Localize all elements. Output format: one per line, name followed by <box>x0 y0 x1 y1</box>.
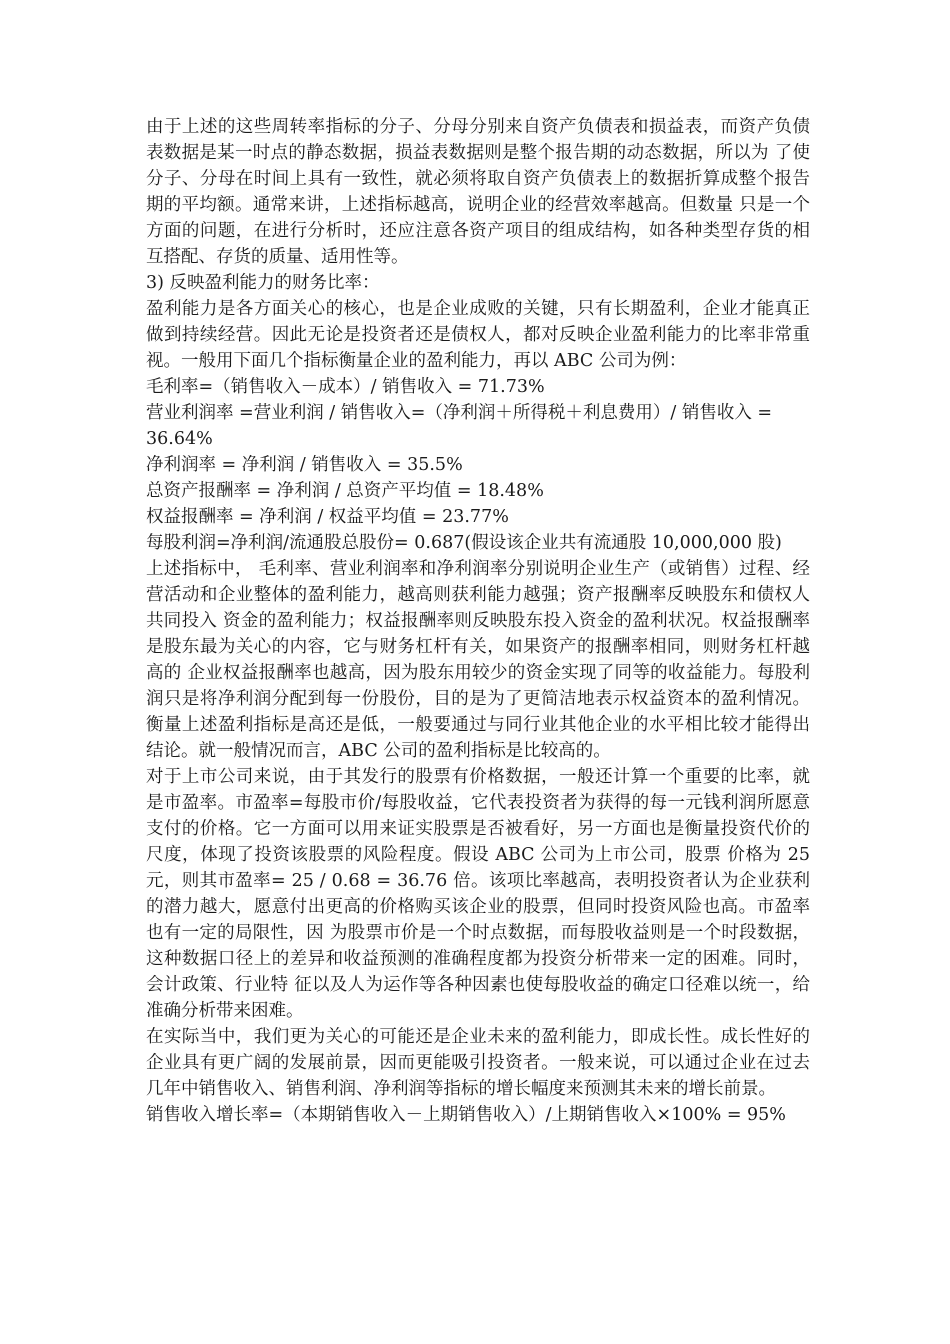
formula-earnings-per-share: 每股利润=净利润/流通股总股份= 0.687(假设该企业共有流通股 10,000,000 股) <box>146 533 782 553</box>
document-body <box>146 114 810 1128</box>
paragraph-profitability-intro: 盈利能力是各方面关心的核心，也是企业成败的关键，只有长期盈利，企业才能真正做到持续经营。因此无论是投资者还是债权人，都对反映企业盈利能力的比率非常重视。一般用下面几个指标衡量企业的盈利能力，再以 ABC 公司为例： <box>146 299 810 371</box>
paragraph-growth: 在实际当中，我们更为关心的可能还是企业未来的盈利能力，即成长性。成长性好的企业具有更广阔的发展前景，因而更能吸引投资者。一般来说，可以通过企业在过去几年中销售收入、销售利润、净利润等指标的增长幅度来预测其未来的增长前景。 <box>146 1027 810 1099</box>
formula-net-margin: 净利润率 = 净利润 / 销售收入 = 35.5% <box>146 455 463 475</box>
formula-sales-growth: 销售收入增长率=（本期销售收入－上期销售收入）/上期销售收入×100% = 95% <box>146 1105 786 1125</box>
formula-return-on-assets: 总资产报酬率 = 净利润 / 总资产平均值 = 18.48% <box>146 481 544 501</box>
formula-operating-margin: 营业利润率 =营业利润 / 销售收入=（净利润＋所得税＋利息费用）/ 销售收入 = 36.64% <box>146 403 773 449</box>
section-heading-profitability: 3) 反映盈利能力的财务比率： <box>146 273 380 293</box>
paragraph-turnover-ratios: 由于上述的这些周转率指标的分子、分母分别来自资产负债表和损益表，而资产负债表数据是某一时点的静态数据，损益表数据则是整个报告期的动态数据，所以为 了使分子、分母在时间上具有一致性，就必须将取自资产负债表上的数据折算成整个报告期的平均额。通常来讲，上述指标越高，说明企业的经营效率越高。但数量 只是一个方面的问题，在进行分析时，还应注意各资产项目的组成结构，如各种类型存货的相互搭配、存货的质量、适用性等。 <box>146 117 810 267</box>
formula-gross-margin: 毛利率=（销售收入－成本）/ 销售收入 = 71.73% <box>146 377 545 397</box>
formula-return-on-equity: 权益报酬率 = 净利润 / 权益平均值 = 23.77% <box>146 507 509 527</box>
paragraph-indicator-explanation: 上述指标中， 毛利率、营业利润率和净利润率分别说明企业生产（或销售）过程、经营活动和企业整体的盈利能力，越高则获利能力越强；资产报酬率反映股东和债权人共同投入 资金的盈利能力；权益报酬率则反映股东投入资金的盈利状况。权益报酬率是股东最为关心的内容，它与财务杠杆有关，如果资产的报酬率相同，则财务杠杆越高的 企业权益报酬率也越高，因为股东用较少的资金实现了同等的收益能力。每股利润只是将净利润分配到每一份股份，目的是为了更简洁地表示权益资本的盈利情况。 衡量上述盈利指标是高还是低，一般要通过与同行业其他企业的水平相比较才能得出结论。就一般情况而言，ABC 公司的盈利指标是比较高的。 <box>146 559 810 761</box>
paragraph-pe-ratio: 对于上市公司来说，由于其发行的股票有价格数据，一般还计算一个重要的比率，就是市盈率。市盈率=每股市价/每股收益，它代表投资者为获得的每一元钱利润所愿意支付的价格。它一方面可以用来证实股票是否被看好，另一方面也是衡量投资代价的尺度，体现了投资该股票的风险程度。假设 ABC 公司为上市公司，股票 价格为 25 元，则其市盈率= 25 / 0.68 = 36.76 倍。该项比率越高，表明投资者认为企业获利的潜力越大，愿意付出更高的价格购买该企业的股票，但同时投资风险也高。市盈率也有一定的局限性，因 为股票市价是一个时点数据，而每股收益则是一个时段数据，这种数据口径上的差异和收益预测的准确程度都为投资分析带来一定的困难。同时，会计政策、行业特 征以及人为运作等各种因素也使每股收益的确定口径难以统一，给准确分析带来困难。 <box>146 767 810 1021</box>
